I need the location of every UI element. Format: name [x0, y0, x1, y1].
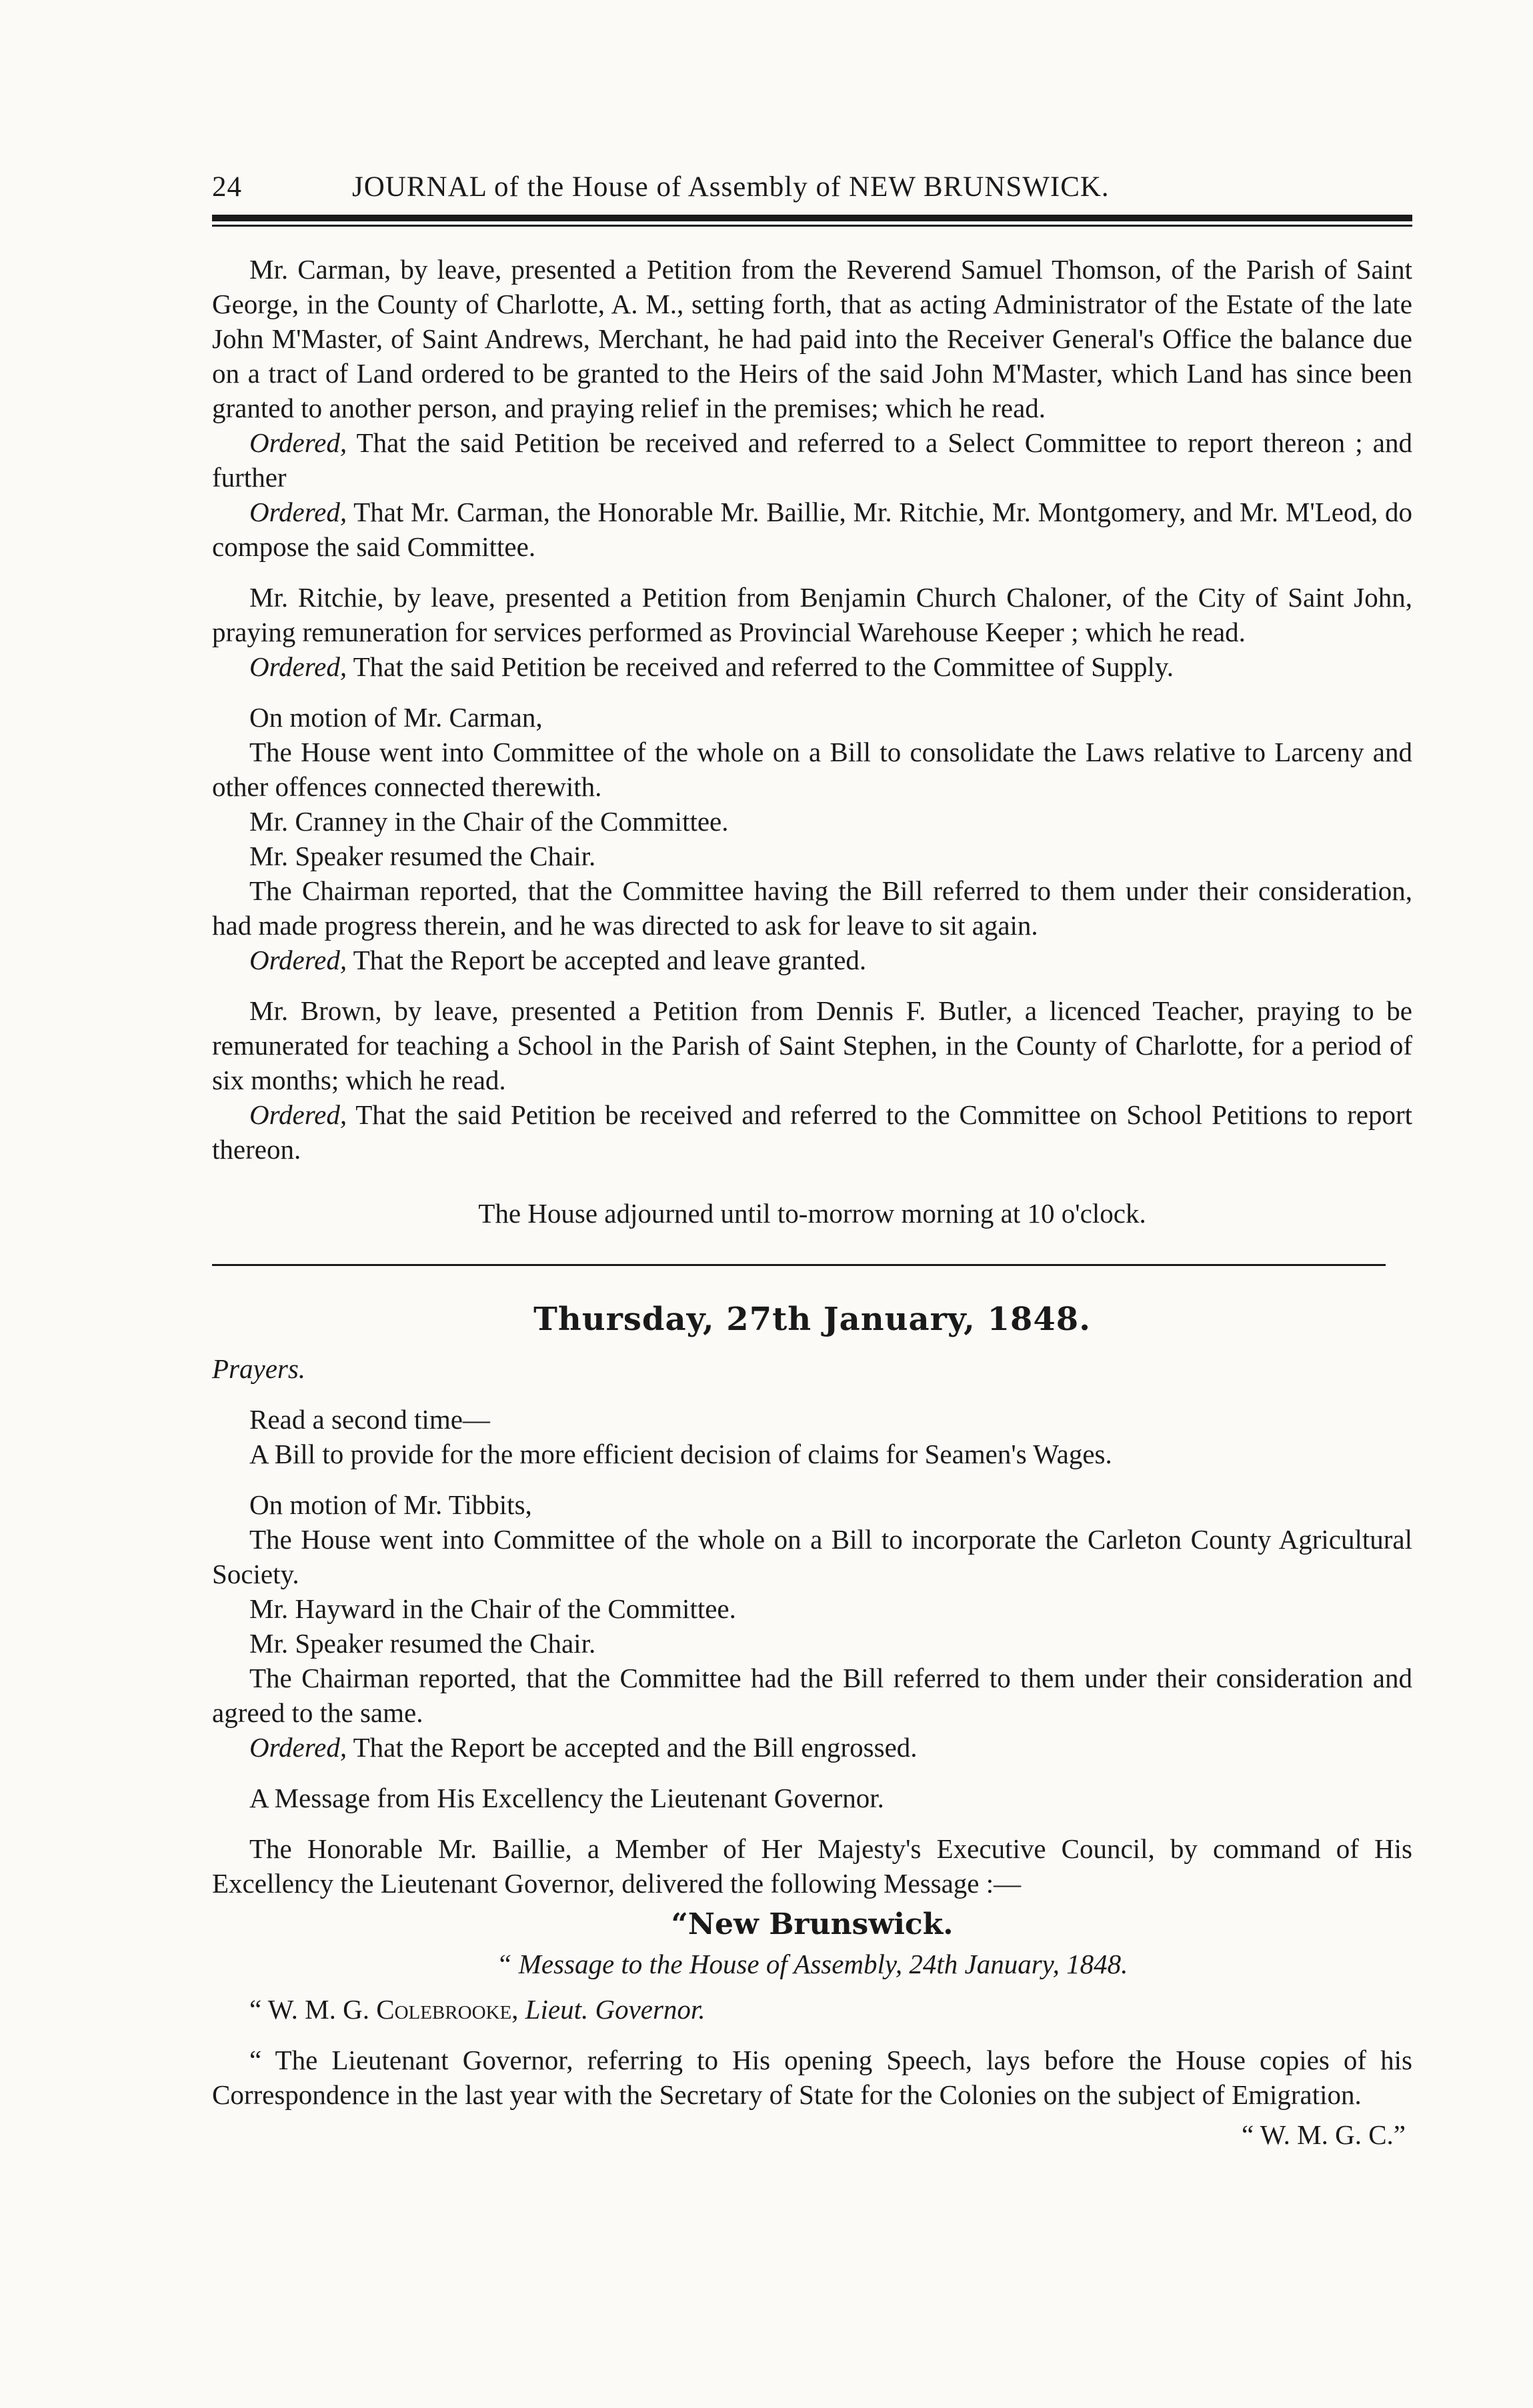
paragraph — [212, 649, 1412, 684]
paragraph-text: That the Report be accepted and leave granted. — [347, 945, 867, 975]
paragraph: Mr. Hayward in the Chair of the Committee. — [249, 1593, 736, 1624]
paragraph-text: That Mr. Carman, the Honorable Mr. Baillie, Mr. Ritchie, Mr. Montgomery, and Mr. M'Leod, do compose the said Committee. — [212, 497, 1412, 562]
paragraph: Mr. Carman, by leave, presented a Petition from the Reverend Samuel Thomson, of the Parish of Saint George, in the County of Charlotte, A. M., setting forth, that as acting Administrator of the Estate of the late John M'Master, of Saint Andrews, Merchant, he had paid into the Receiver General's Office the balance due on a tract of Land ordered to be granted to the Heirs of the said John M'Master, which Land has since been granted to another person, and praying relief in the premises; which he read. — [212, 254, 1412, 423]
thursday-proceedings — [212, 1351, 1412, 2152]
message-signature — [212, 1992, 1412, 2027]
paragraph — [212, 425, 1412, 495]
paragraph: A Message from His Excellency the Lieutenant Governor. — [249, 1783, 884, 1813]
message-heading: “New Brunswick. — [671, 1907, 954, 1941]
paragraph — [212, 943, 1412, 977]
journal-page — [212, 160, 1412, 2152]
prayers-label — [212, 1351, 1412, 1386]
paragraph: On motion of Mr. Carman, — [249, 702, 543, 733]
ordered-label: Ordered, — [249, 1732, 347, 1763]
paragraph — [212, 1097, 1412, 1167]
paragraph: The Honorable Mr. Baillie, a Member of Her Majesty's Executive Council, by command of His Excellency the Lieutenant Governor, delivered the following Message :— — [212, 1833, 1412, 1899]
paragraph: Mr. Cranney in the Chair of the Committee. — [249, 806, 729, 837]
message-dateline-text: “ Message to the House of Assembly, 24th January, 1848. — [496, 1949, 1128, 1979]
running-title: JOURNAL of the House of Assembly of NEW BRUNSWICK. — [352, 171, 1110, 203]
date-heading: Thursday, 27th January, 1848. — [533, 1301, 1091, 1338]
ordered-label: Ordered, — [249, 651, 347, 682]
paragraph-text: That the said Petition be received and referred to the Committee of Supply. — [347, 651, 1174, 682]
section-divider — [212, 1264, 1386, 1266]
page-number: 24 — [212, 171, 242, 203]
page-header — [212, 160, 1412, 213]
paragraph: Mr. Speaker resumed the Chair. — [249, 841, 596, 871]
paragraph-text: That the said Petition be received and referred to the Committee on School Petitions to report thereon. — [212, 1099, 1412, 1165]
paragraph-text: That the said Petition be received and referred to a Select Committee to report thereon ; and further — [212, 427, 1412, 493]
ordered-label: Ordered, — [249, 497, 347, 527]
paragraph-text: That the Report be accepted and the Bill engrossed. — [347, 1732, 918, 1763]
message-body: “ The Lieutenant Governor, referring to His opening Speech, lays before the House copies of his Correspondence in the last year with the Secretary of State for the Colonies on the subject of Emigration. — [212, 2045, 1412, 2110]
message-initials: “ W. M. G. C.” — [1242, 2119, 1406, 2150]
proceedings-section — [212, 252, 1412, 1231]
prayers-text: Prayers. — [212, 1353, 306, 1384]
paragraph: On motion of Mr. Tibbits, — [249, 1489, 532, 1520]
adjournment-line: The House adjourned until to-morrow morning at 10 o'clock. — [478, 1198, 1146, 1229]
paragraph: The House went into Committee of the whole on a Bill to consolidate the Laws relative to Larceny and other offences connected therewith. — [212, 737, 1412, 802]
paragraph: Read a second time— — [249, 1404, 490, 1435]
message-dateline — [212, 1947, 1412, 1981]
ordered-label: Ordered, — [249, 1099, 347, 1130]
ordered-label: Ordered, — [249, 945, 347, 975]
signature-title: Lieut. Governor. — [518, 1994, 705, 2025]
paragraph — [212, 495, 1412, 564]
header-rule-thin — [212, 225, 1412, 227]
paragraph — [212, 1730, 1412, 1765]
paragraph: The Chairman reported, that the Committee had the Bill referred to them under their consideration and agreed to the same. — [212, 1663, 1412, 1728]
signature-name: Colebrooke, — [376, 1994, 519, 2025]
paragraph: The House went into Committee of the whole on a Bill to incorporate the Carleton County Agricultural Society. — [212, 1524, 1412, 1589]
paragraph: Mr. Brown, by leave, presented a Petition from Dennis F. Butler, a licenced Teacher, praying to be remunerated for teaching a School in the Parish of Saint Stephen, in the County of Charlotte, for a period of six months; which he read. — [212, 995, 1412, 1095]
paragraph: A Bill to provide for the more efficient decision of claims for Seamen's Wages. — [249, 1439, 1112, 1469]
paragraph: Mr. Ritchie, by leave, presented a Petition from Benjamin Church Chaloner, of the City of Saint John, praying remuneration for services performed as Provincial Warehouse Keeper ; which he read. — [212, 582, 1412, 647]
header-rule-thick — [212, 215, 1412, 221]
paragraph: Mr. Speaker resumed the Chair. — [249, 1628, 596, 1659]
ordered-label: Ordered, — [249, 427, 347, 458]
signature-prefix: “ W. M. G. — [249, 1994, 377, 2025]
paragraph: The Chairman reported, that the Committee having the Bill referred to them under their consideration, had made progress therein, and he was directed to ask for leave to sit again. — [212, 875, 1412, 941]
